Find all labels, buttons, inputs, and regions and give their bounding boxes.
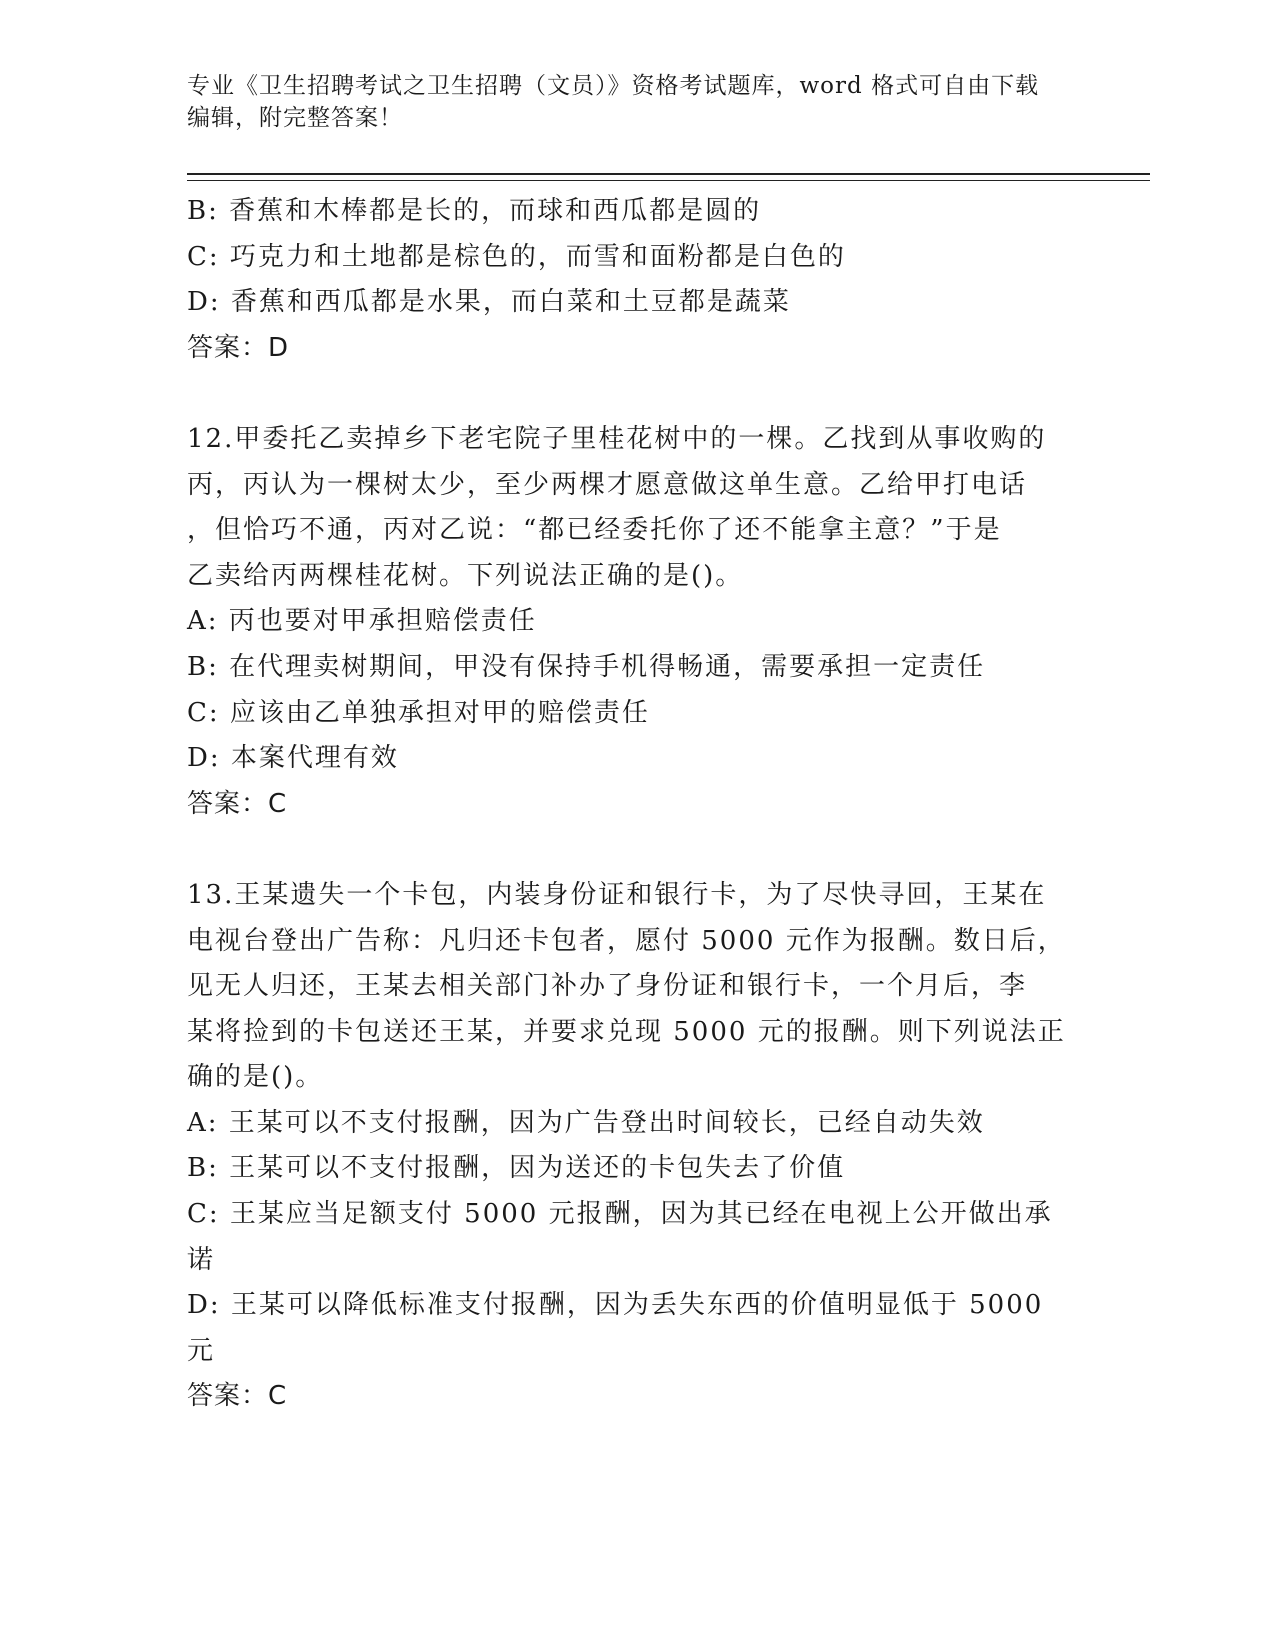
q12-answer: 答案：C <box>187 788 288 819</box>
q11-option-b: B: 香蕉和木棒都是长的，而球和西瓜都是圆的 <box>187 196 762 226</box>
q13-answer: 答案：C <box>187 1381 288 1412</box>
q11-option-c: C: 巧克力和土地都是棕色的，而雪和面粉都是白色的 <box>187 241 846 272</box>
q12-stem-line: 乙卖给丙两棵桂花树。下列说法正确的是()。 <box>187 560 744 591</box>
spacer <box>187 827 1067 873</box>
q13-option-b: B: 王某可以不支付报酬，因为送还的卡包失去了价值 <box>187 1153 846 1184</box>
q12-option-b: B: 在代理卖树期间，甲没有保持手机得畅通，需要承担一定责任 <box>187 651 986 682</box>
q12-stem-line: 丙，丙认为一棵树太少，至少两棵才愿意做这单生意。乙给甲打电话 <box>187 469 1028 500</box>
q13-stem-line: 某将捡到的卡包送还王某，并要求兑现 5000 元的报酬。则下列说法正 <box>187 1016 1066 1047</box>
q13-stem-line: 13.王某遗失一个卡包，内装身份证和银行卡，为了尽快寻回，王某在 <box>187 879 1047 910</box>
q13-option-a: A: 王某可以不支付报酬，因为广告登出时间较长，已经自动失效 <box>187 1107 985 1138</box>
q13-option-d-line: 元 <box>187 1335 216 1366</box>
q13-stem-line: 电视台登出广告称：凡归还卡包者，愿付 5000 元作为报酬。数日后， <box>187 925 1066 956</box>
q13-option-c-line: 诺 <box>187 1244 216 1275</box>
spacer <box>187 371 1067 417</box>
q13-option-d-line: D: 王某可以降低标准支付报酬，因为丢失东西的价值明显低于 5000 <box>187 1290 1044 1321</box>
q13-stem-line: 见无人归还，王某去相关部门补办了身份证和银行卡，一个月后，李 <box>187 971 1028 1002</box>
q12-option-c: C: 应该由乙单独承担对甲的赔偿责任 <box>187 697 650 728</box>
q11-answer: 答案：D <box>187 332 290 363</box>
q13-stem-line: 确的是()。 <box>187 1062 324 1093</box>
q12-stem-line: 12.甲委托乙卖掉乡下老宅院子里桂花树中的一棵。乙找到从事收购的 <box>187 423 1047 454</box>
q13-option-c-line: C: 王某应当足额支付 5000 元报酬，因为其已经在电视上公开做出承 <box>187 1199 1053 1230</box>
header-rule-thick <box>187 173 1150 175</box>
q11-option-d: D: 香蕉和西瓜都是水果，而白菜和土豆都是蔬菜 <box>187 287 791 318</box>
question-content <box>187 189 1067 1420</box>
q12-option-d: D: 本案代理有效 <box>187 743 399 774</box>
header-line-1: 专业《卫生招聘考试之卫生招聘（文员）》资格考试题库，word 格式可自由下载 <box>187 73 1040 99</box>
header-line-2: 编辑，附完整答案！ <box>187 105 403 131</box>
q12-stem-line: ，但恰巧不通，丙对乙说：“都已经委托你了还不能拿主意？”于是 <box>187 515 1002 546</box>
question-12 <box>187 417 1067 827</box>
q12-option-a: A: 丙也要对甲承担赔偿责任 <box>187 606 537 637</box>
question-13 <box>187 873 1067 1420</box>
document-header <box>187 70 1067 134</box>
question-11 <box>187 189 1067 371</box>
header-rule-thin <box>187 180 1150 181</box>
